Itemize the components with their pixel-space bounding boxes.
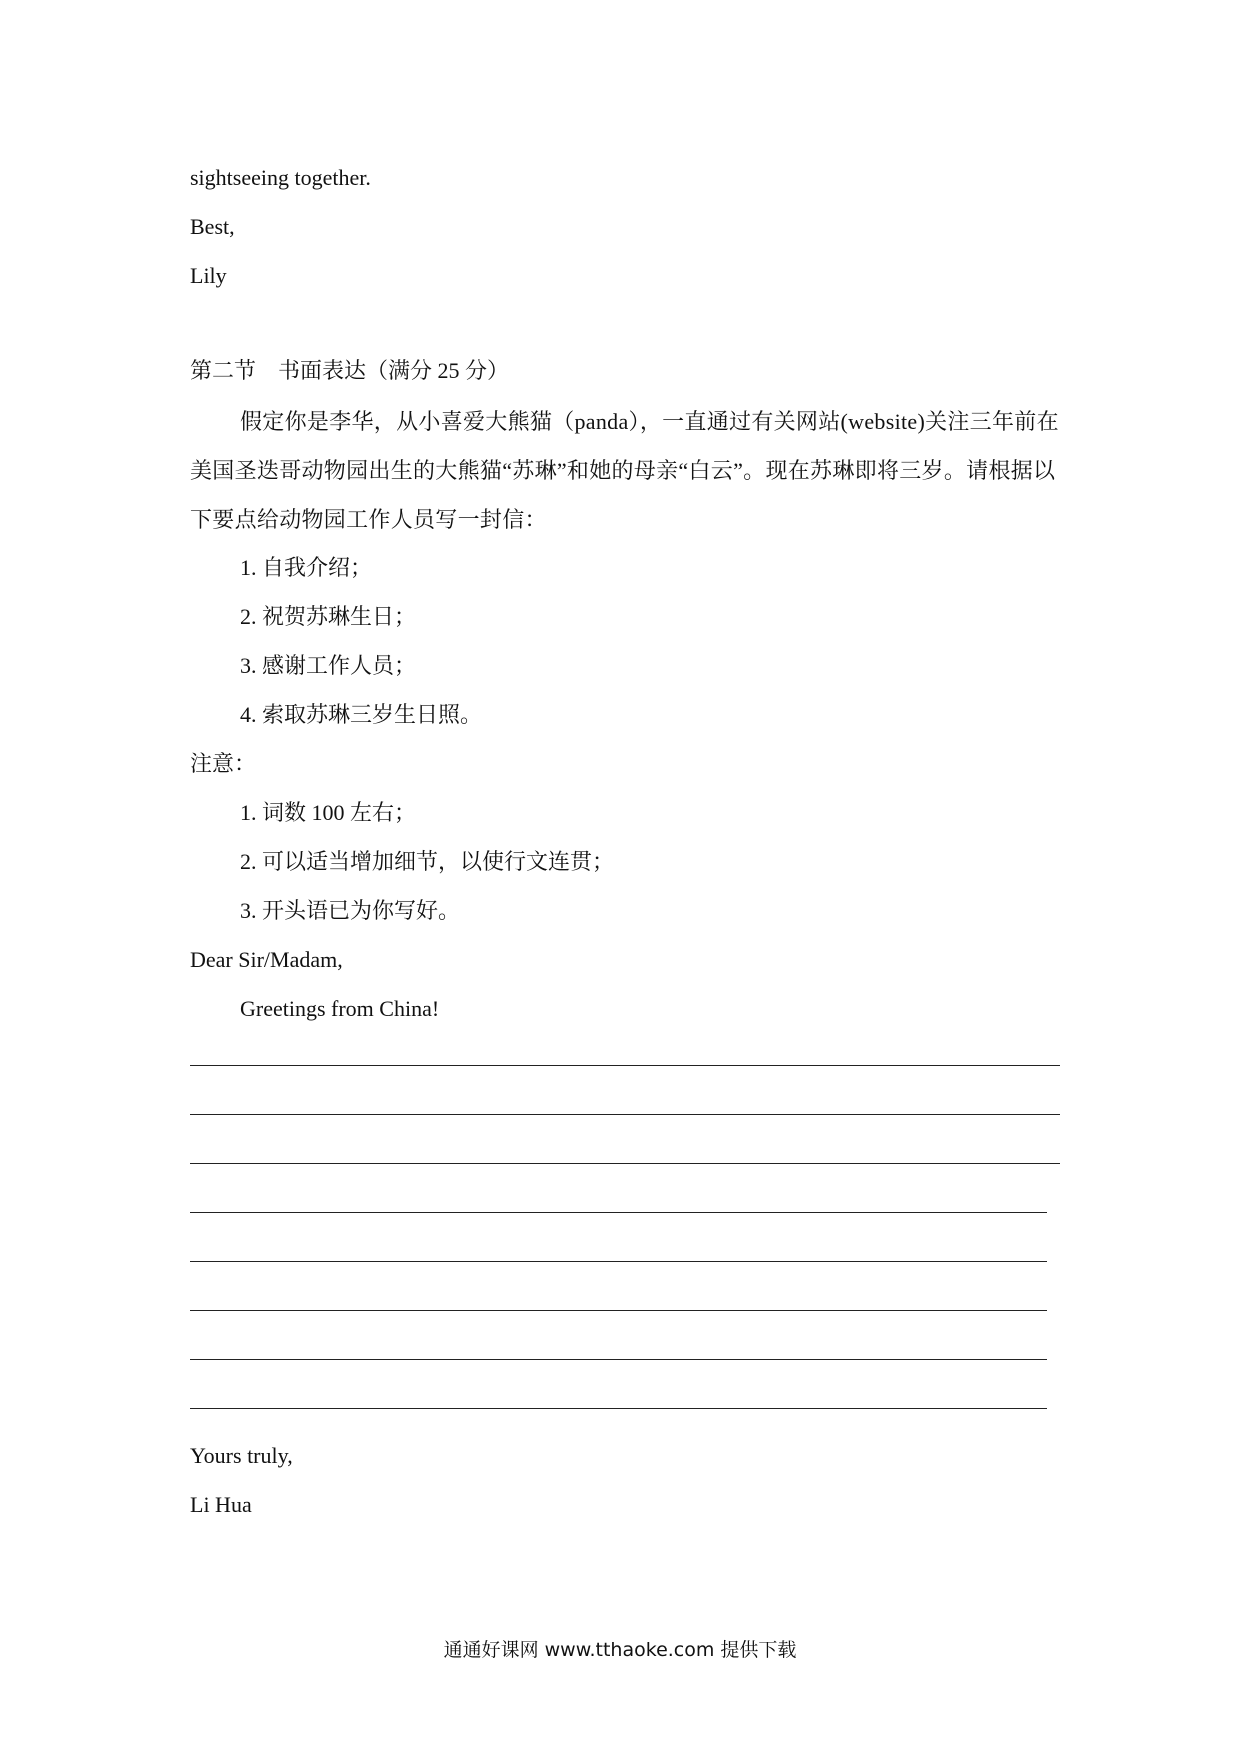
previous-letter-closing-line: sightseeing together. xyxy=(190,165,371,190)
answer-line[interactable] xyxy=(190,1359,1047,1360)
answer-line[interactable] xyxy=(190,1114,1060,1115)
answer-line[interactable] xyxy=(190,1408,1047,1409)
note-item: 1. 词数 100 左右； xyxy=(240,800,417,825)
letter-name: Li Hua xyxy=(190,1492,252,1517)
previous-letter-signature: Lily xyxy=(190,263,227,288)
answer-line[interactable] xyxy=(190,1261,1047,1262)
answer-line[interactable] xyxy=(190,1163,1060,1164)
page-footer: 通通好课网 www.tthaoke.com 提供下载 xyxy=(443,1639,797,1661)
letter-salutation: Dear Sir/Madam, xyxy=(190,947,343,972)
letter-greeting: Greetings from China! xyxy=(240,996,440,1021)
answer-line[interactable] xyxy=(190,1212,1047,1213)
writing-prompt: 假定你是李华，从小喜爱大熊猫（panda），一直通过有关网站(website)关注三年前在美国圣迭哥动物园出生的大熊猫“苏琳”和她的母亲“白云”。现在苏琳即将三岁。请根据以下要点给动物园工作人员写一封信： xyxy=(190,409,1059,532)
answer-line[interactable] xyxy=(190,1065,1060,1066)
note-item: 3. 开头语已为你写好。 xyxy=(240,898,461,923)
point-item: 2. 祝贺苏琳生日； xyxy=(240,604,417,629)
previous-letter-signoff: Best, xyxy=(190,214,235,239)
notes-label: 注意： xyxy=(190,751,257,776)
note-item: 2. 可以适当增加细节，以使行文连贯； xyxy=(240,849,615,874)
point-item: 3. 感谢工作人员； xyxy=(240,653,417,678)
point-item: 4. 索取苏琳三岁生日照。 xyxy=(240,702,483,727)
point-item: 1. 自我介绍； xyxy=(240,555,373,580)
letter-closing: Yours truly, xyxy=(190,1443,293,1468)
section-title: 第二节 书面表达（满分 25 分） xyxy=(190,358,510,383)
answer-line[interactable] xyxy=(190,1310,1047,1311)
